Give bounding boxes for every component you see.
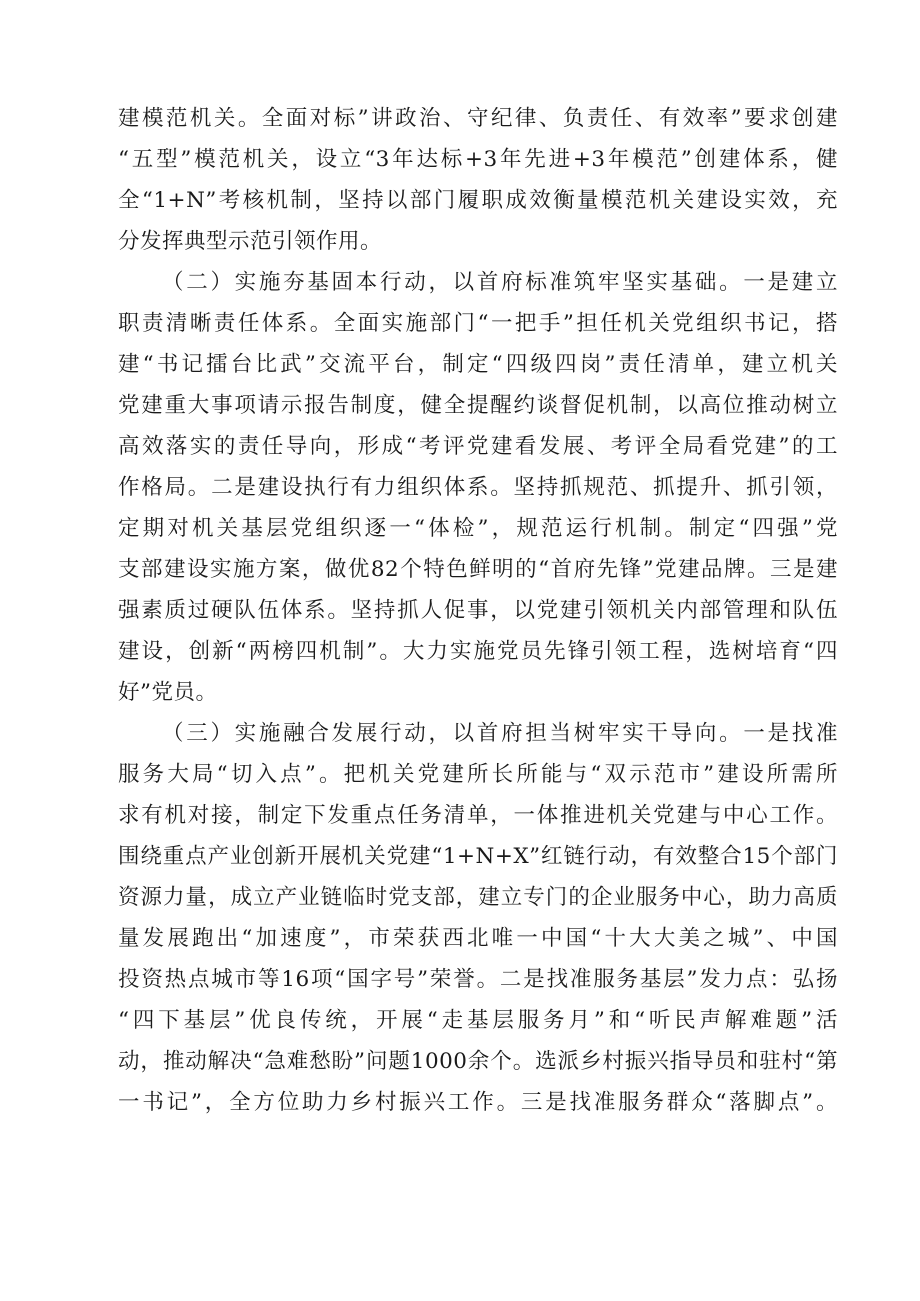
text-line: 一书记”，全方位助力乡村振兴工作。三是找准服务群众“落脚点”。 — [118, 1090, 838, 1115]
text-line: 作格局。二是建设执行有力组织体系。坚持抓规范、抓提升、抓引领， — [118, 475, 838, 500]
text-line: 定期对机关基层党组织逐一“体检”，规范运行机制。制定“四强”党 — [118, 516, 838, 541]
text-line: 支部建设实施方案，做优82个特色鲜明的“首府先锋”党建品牌。三是建 — [118, 557, 838, 582]
text-line: 围绕重点产业创新开展机关党建“1+N+X”红链行动，有效整合15个部门 — [118, 844, 838, 869]
text-line: 量发展跑出“加速度”，市荣获西北唯一中国“十大大美之城”、中国 — [118, 926, 838, 951]
document-body — [118, 98, 838, 1123]
text-line: 职责清晰责任体系。全面实施部门“一把手”担任机关党组织书记，搭 — [118, 311, 838, 336]
text-line: 动，推动解决“急难愁盼”问题1000余个。选派乡村振兴指导员和驻村“第 — [118, 1049, 838, 1074]
text-line: 分发挥典型示范引领作用。 — [118, 229, 383, 254]
text-line: 求有机对接，制定下发重点任务清单，一体推进机关党建与中心工作。 — [118, 803, 838, 828]
text-line: “四下基层”优良传统，开展“走基层服务月”和“听民声解难题”活 — [118, 1008, 838, 1033]
text-line: 全“1+N”考核机制，坚持以部门履职成效衡量模范机关建设实效，充 — [118, 188, 838, 213]
text-line: 资源力量，成立产业链临时党支部，建立专门的企业服务中心，助力高质 — [118, 885, 838, 910]
text-line: （三）实施融合发展行动，以首府担当树牢实干导向。一是找准 — [162, 721, 838, 746]
text-line: 党建重大事项请示报告制度，健全提醒约谈督促机制，以高位推动树立 — [118, 393, 838, 418]
text-line: 强素质过硬队伍体系。坚持抓人促事，以党建引领机关内部管理和队伍 — [118, 598, 838, 623]
text-line: 建“书记擂台比武”交流平台，制定“四级四岗”责任清单，建立机关 — [118, 352, 838, 377]
text-line: 投资热点城市等16项“国字号”荣誉。二是找准服务基层”发力点：弘扬 — [118, 967, 838, 992]
text-line: 建设，创新“两榜四机制”。大力实施党员先锋引领工程，选树培育“四 — [118, 639, 838, 664]
text-line: （二）实施夯基固本行动，以首府标准筑牢坚实基础。一是建立 — [162, 270, 838, 295]
text-line: 服务大局“切入点”。把机关党建所长所能与“双示范市”建设所需所 — [118, 762, 838, 787]
text-line: 高效落实的责任导向，形成“考评党建看发展、考评全局看党建”的工 — [118, 434, 838, 459]
text-line: 建模范机关。全面对标”讲政治、守纪律、负责任、有效率”要求创建 — [118, 106, 838, 131]
text-line: 好”党员。 — [118, 680, 218, 705]
text-line: “五型”模范机关，设立“3年达标+3年先进+3年模范”创建体系，健 — [118, 147, 838, 172]
